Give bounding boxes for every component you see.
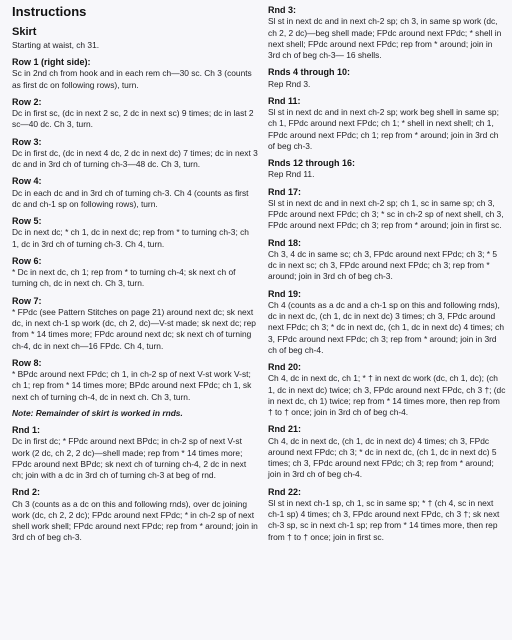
row-instruction-text: Dc in first dc, (dc in next 4 dc, 2 dc in next dc) 7 times; dc in next 3 dc and in 3rd ch of turning ch-3—48 dc. Ch 3, turn. — [12, 147, 258, 170]
row-instruction — [12, 136, 258, 171]
row-instruction — [12, 96, 258, 131]
round-instruction-title: Rnd 18: — [268, 237, 302, 248]
row-instruction-text: * Dc in next dc, ch 1; rep from * to turning ch-4; sk next ch of turning ch, dc in next ch. Ch 3, turn. — [12, 267, 236, 289]
row-instruction — [12, 175, 258, 210]
round-instruction — [268, 95, 506, 152]
round-instruction — [268, 186, 506, 232]
round-instruction-title: Rnd 19: — [268, 288, 302, 299]
right-column — [268, 4, 506, 640]
round-instruction — [268, 423, 506, 480]
round-instruction-title: Rnds 4 through 10: — [268, 67, 351, 78]
row-instruction-title: Row 5: — [12, 216, 42, 227]
round-instruction-title: Rnd 21: — [268, 424, 302, 435]
page-title: Instructions — [12, 4, 87, 19]
round-instruction-text: Ch 3, 4 dc in same sc; ch 3, FPdc around next FPdc; ch 3; * 5 dc in next sc; ch 3, FPdc around next FPdc; ch 3; rep from * around; join in 3rd ch of beg ch-3. — [268, 248, 498, 282]
round-instruction-text: Sl st in next ch-1 sp, ch 1, sc in same sp; * † (ch 4, sc in next ch-1 sp) 4 times; ch 3, FPdc around next FPdc, ch 3 †; sk next ch-3 sp, sc in next ch-1 sp; rep from * 14 times more, then rep from † to † once; join in first sc. — [268, 497, 500, 542]
note — [12, 408, 258, 419]
round-instruction-text: Sl st in next dc and in next ch-2 sp; ch 3, in same sp work (dc, ch 2, 2 dc)—beg shell made; FPdc around next FPdc; * shell in next shell; FPdc around next FPdc; rep from * around; join in 3rd ch of beg ch-3— 16 shells. — [268, 16, 502, 60]
round-instruction-title: Rnd 2: — [12, 487, 40, 498]
round-instruction-title: Rnd 3: — [268, 5, 296, 15]
round-instruction-text: Ch 4, dc in next dc, ch 1; * † in next dc work (dc, ch 1, dc); (ch 1, dc in next dc) twice; ch 3, FPdc around next FPdc, ch 3 †; (dc in next dc, ch 1) twice; rep from * 14 times more, then rep from † to † once; join in 3rd ch of beg ch-4. — [268, 373, 506, 417]
note-text: Note: Remainder of skirt is worked in rnds. — [12, 407, 183, 418]
row-instruction-text: Dc in next dc; * ch 1, dc in next dc; rep from * to turning ch-3; ch 1, dc in 3rd ch of turning ch-3. Ch 4, turn. — [12, 227, 249, 249]
row-instruction-title: Row 3: — [12, 136, 42, 147]
round-instruction-text: Sl st in next dc and in next ch-2 sp; ch 1, sc in same sp; ch 3, FPdc around next FPdc; ch 3; * sc in ch-2 sp of next shell, ch 3, FPdc around next FPdc; ch 3; rep from * around; join in first sc. — [268, 197, 504, 231]
row-instruction-text: Dc in first sc, (dc in next 2 sc, 2 dc in next sc) 9 times; dc in last 2 sc—40 dc. Ch 3, turn. — [12, 108, 254, 130]
round-instruction — [12, 486, 258, 543]
round-list — [12, 424, 258, 544]
round-instruction-text: Dc in first dc; * FPdc around next BPdc; in ch-2 sp of next V-st work (2 dc, ch 2, 2 dc)—shell made; rep from * 14 times more; FPdc around next BPdc; sk next ch of turning ch-4, 2 dc in next ch; join with a dc in 3rd ch of turning ch-3 at beg of rnd. — [12, 436, 247, 481]
round-instruction-text: Ch 3 (counts as a dc on this and following rnds), over dc joining work (dc, ch 2, 2 dc); FPdc around next FPdc; * in ch-2 sp of next shell work shell; FPdc around next FPdc; rep from * around; join in 3rd ch of beg ch-3. — [12, 498, 258, 543]
left-column — [12, 4, 258, 640]
row-instruction-title: Row 7: — [12, 295, 42, 306]
row-instruction-title: Row 2: — [12, 96, 42, 107]
section-title: Skirt — [12, 25, 37, 38]
row-instruction — [12, 215, 258, 250]
round-instruction — [268, 486, 506, 543]
round-instruction-text: Rep Rnd 11. — [268, 169, 315, 180]
row-instruction — [12, 357, 258, 403]
round-instruction — [268, 361, 506, 418]
round-instruction-text: Ch 4 (counts as a dc and a ch-1 sp on this and following rnds), dc in next dc, (ch 1, dc in next dc) 3 times; ch 3, FPdc around next FPdc; ch 3; * dc in next dc, (ch 1, dc in next dc) 4 times; ch 3, FPdc around next FPdc; ch 3; rep from * around; join in 3rd ch of beg ch-4. — [268, 299, 505, 355]
round-instruction — [268, 66, 506, 90]
round-instruction-text: Ch 4, dc in next dc, (ch 1, dc in next dc) 4 times; ch 3, FPdc around next FPdc; ch 3; * dc in next dc, (ch 1, dc in next dc) 5 times; ch 3, FPdc around next FPdc; ch 3; rep from * around; join in 3rd ch of beg ch-4. — [268, 435, 497, 480]
row-list — [12, 56, 258, 403]
round-instruction-title: Rnd 11: — [268, 95, 301, 106]
row-instruction-title: Row 1 (right side): — [12, 57, 91, 68]
round-instruction-title: Rnd 22: — [268, 486, 302, 497]
round-instruction — [268, 288, 506, 357]
row-instruction-title: Row 6: — [12, 255, 42, 266]
round-list-right — [268, 4, 506, 543]
row-instruction-text: * BPdc around next FPdc; ch 1, in ch-2 sp of next V-st work V-st; ch 1; rep from * 14 times more; BPdc around next FPdc; ch 1, sk next ch of turning ch-4, dc in next ch. Ch 3, turn. — [12, 369, 252, 402]
row-instruction-title: Row 8: — [12, 357, 42, 368]
round-instruction-text: Sl st in next dc and in next ch-2 sp; work beg shell in same sp; ch 1, FPdc around next FPdc; ch 1; * shell in next shell; ch 1, FPdc around next FPdc; ch 1; rep from * around; join in 3rd ch of beg ch-3. — [268, 107, 499, 151]
row-instruction — [12, 56, 258, 91]
row-instruction-title: Row 4: — [12, 176, 42, 187]
row-instruction-text: Sc in 2nd ch from hook and in each rem ch—30 sc. Ch 3 (counts as first dc on following rows), turn. — [12, 68, 252, 90]
intro-text: Starting at waist, ch 31. — [12, 39, 100, 50]
round-instruction-title: Rnds 12 through 16: — [268, 158, 356, 168]
round-instruction-title: Rnd 17: — [268, 186, 302, 197]
row-instruction-text: * FPdc (see Pattern Stitches on page 21) around next dc; sk next dc, in next ch-1 sp work (dc, ch 2, dc)—V-st made; sk next dc; rep from * 14 times more; FPdc around next dc; sk next ch of turning ch-4, dc in next ch—16 FPdc. Ch 4, turn. — [12, 306, 256, 351]
round-instruction-text: Rep Rnd 3. — [268, 78, 311, 89]
row-instruction-text: Dc in each dc and in 3rd ch of turning ch-3. Ch 4 (counts as first dc and ch-1 sp on following rows), turn. — [12, 187, 249, 209]
row-instruction — [12, 295, 258, 352]
round-instruction-title: Rnd 20: — [268, 362, 302, 372]
row-instruction — [12, 255, 258, 290]
round-instruction-title: Rnd 1: — [12, 425, 40, 436]
round-instruction — [268, 4, 506, 61]
round-instruction — [12, 424, 258, 481]
round-instruction — [268, 237, 506, 283]
round-instruction — [268, 157, 506, 181]
